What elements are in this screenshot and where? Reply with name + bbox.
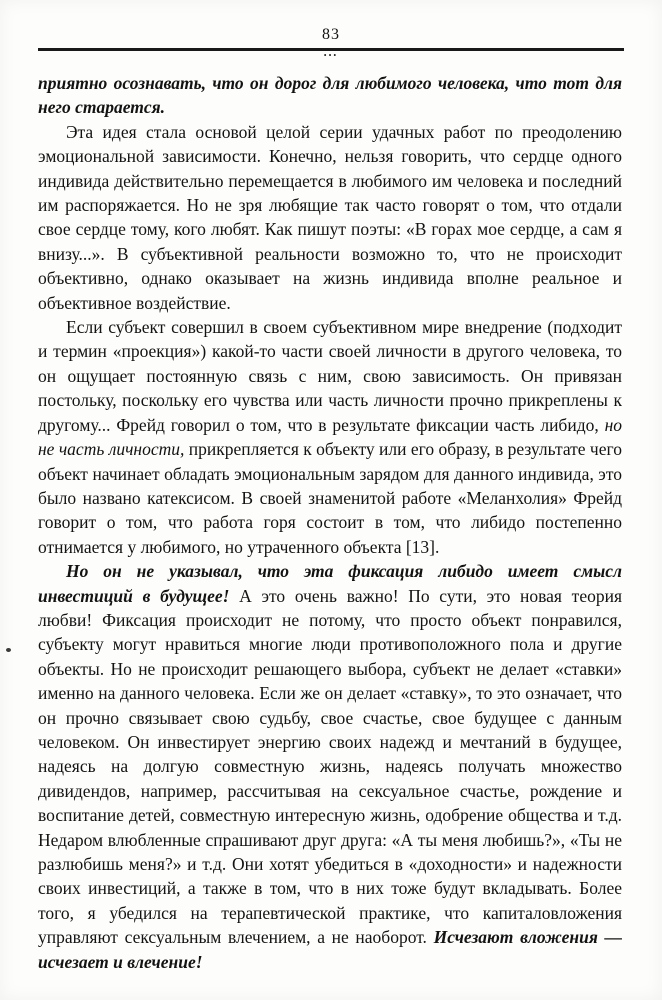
text-run: прикрепляется к объекту или его образу, в результате чего объект начинает обладать эмоциональным зарядом для данного индивида, это было названо катексисом. В своей знаменитой работе «Меланхолия» Фрейд говорит о том, что работа горя состоит в том, что либидо постепенно отнимается у любимого, но утраченного объекта [13]. bbox=[38, 439, 622, 557]
text-run: А это очень важно! По сути, это новая теория любви! Фиксация происходит не потому, что просто объект понравился, субъекту могут нравиться многие люди противоположного пола и другие объекты. Но не происходит решающего выбора, субъект не делает «ставки» именно на данного человека. Если же он делает «ставку», то это означает, что он прочно связывает свою судьбу, свое счастье, свое будущее с данным человеком. Он инвестирует энергию своих надежд и мечтаний в будущее, надеясь на долгую совместную жизнь, надеясь получать множество дивидендов, например, рассчитывая на сексуальное счастье, рождение и воспитание детей, совместную интересную жизнь, одобрение общества и т.д. Недаром влюбленные спрашивают друг друга: «А ты меня любишь?», «Ты не разлюбишь меня?» и т.д. Они хотят убедиться в «доходности» и надежности своих инвестиций, а также в том, что в них тоже будут вкладывать. Более того, я убедился на терапевтической практике, что капиталовложения управляют сексуальным влечением, а не наоборот. bbox=[38, 585, 622, 948]
scan-artifact-dot bbox=[6, 648, 11, 652]
text-run: Но он не указывал, что эта фиксация либидо имеет смысл инвестиций в будущее! bbox=[38, 561, 622, 606]
paragraph bbox=[38, 315, 622, 559]
text-run: приятно осознавать, что он дорог для любимого человека, что тот для него старается. bbox=[38, 73, 622, 118]
page-body bbox=[0, 59, 662, 974]
header-rule-ornament: ••• bbox=[323, 51, 339, 60]
text-run: но не часть личности, bbox=[38, 414, 622, 460]
paragraph bbox=[38, 71, 622, 120]
page-number: 83 bbox=[322, 26, 340, 43]
page-header bbox=[0, 0, 662, 59]
text-run: Если субъект совершил в своем субъективном мире внедрение (подходит и термин «проекция») какой-то части своей личности в другого человека, то он ощущает постоянную связь с ним, свою зависимость. Он привязан постольку, поскольку его чувства или часть личности прочно прикреплены к другому... Фрейд говорил о том, что в результате фиксации часть либидо, bbox=[38, 317, 622, 435]
paragraph bbox=[38, 559, 622, 974]
text-run: Эта идея стала основой целой серии удачных работ по преодолению эмоциональной зависимости. Конечно, нельзя говорить, что сердце одного индивида действительно перемещается в любимого им человека и последний им распоряжается. Но не зря любящие так часто говорят о том, что отдали свое сердце тому, кого любят. Как пишут поэты: «В горах мое сердце, а сам я внизу...». В субъективной реальности возможно то, что не происходит объективно, однако оказывает на жизнь индивида вполне реальное и объективное воздействие. bbox=[38, 121, 622, 313]
paragraph bbox=[38, 120, 622, 315]
text-run: Исчезают вложения — исчезает и влечение! bbox=[38, 927, 622, 972]
